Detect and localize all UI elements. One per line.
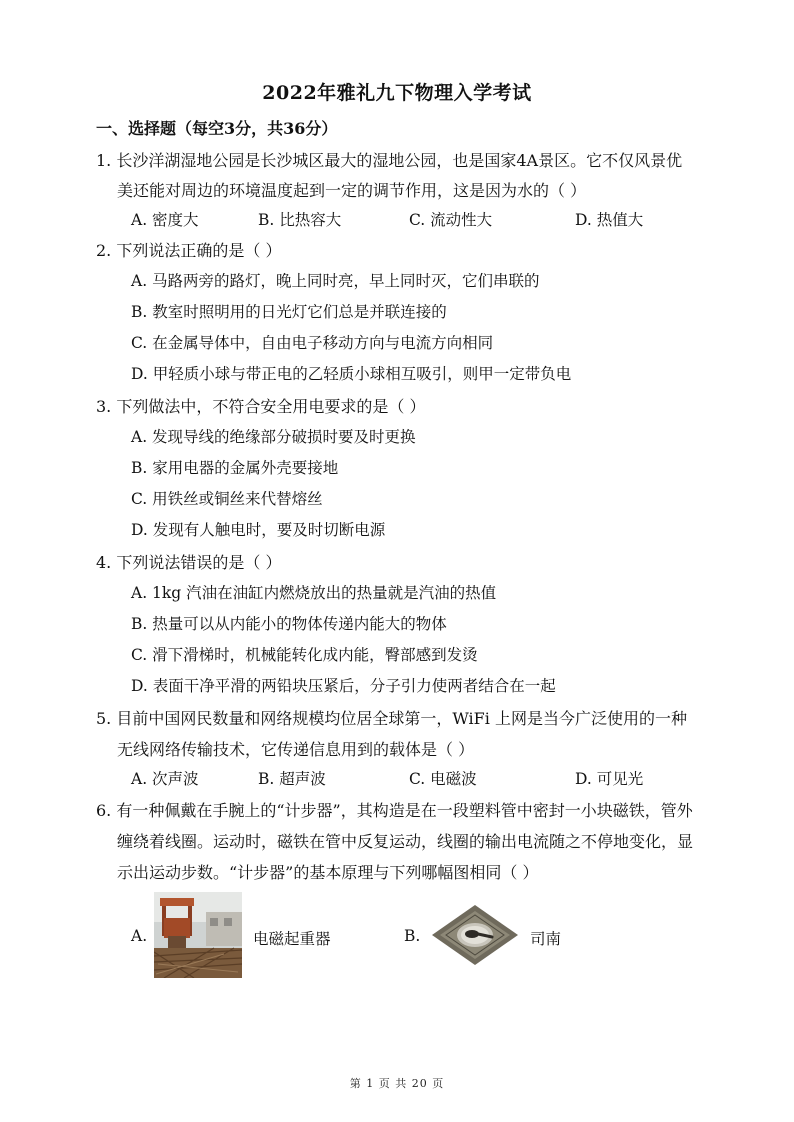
question-5-option-b: B. 超声波 (258, 770, 326, 788)
question-1-option-d: D. 热值大 (575, 211, 644, 229)
question-5-option-a: A. 次声波 (131, 770, 199, 788)
question-6-caption-b: 司南 (530, 930, 562, 948)
question-2-option-c: C. 在金属导体中，自由电子移动方向与电流方向相同 (131, 334, 494, 352)
question-1-line-2: 美还能对周边的环境温度起到一定的调节作用，这是因为水的（ ） (117, 181, 587, 200)
question-2-option-a: A. 马路两旁的路灯，晚上同时亮，早上同时灭，它们串联的 (131, 272, 540, 290)
question-2-stem: 2. 下列说法正确的是（ ） (96, 241, 282, 260)
question-1-option-c: C. 流动性大 (409, 211, 493, 229)
question-6-option-b: B. (404, 927, 421, 945)
question-3-option-a: A. 发现导线的绝缘部分破损时要及时更换 (131, 428, 416, 446)
question-5-option-c: C. 电磁波 (409, 770, 477, 788)
question-5-line-2: 无线网络传输技术，它传递信息用到的载体是（ ） (117, 740, 475, 759)
question-6-line-3: 示出运动步数。“计步器”的基本原理与下列哪幅图相同（ ） (117, 863, 539, 882)
question-3-option-d: D. 发现有人触电时，要及时切断电源 (131, 521, 386, 539)
question-6-line-2: 缠绕着线圈。运动时，磁铁在管中反复运动，线圈的输出电流随之不停地变化，显 (117, 832, 694, 851)
question-3-stem: 3. 下列做法中，不符合安全用电要求的是（ ） (96, 397, 426, 416)
question-6-line-1: 6. 有一种佩戴在手腕上的“计步器”，其构造是在一段塑料管中密封一小块磁铁，管外 (96, 801, 693, 820)
question-2-option-d: D. 甲轻质小球与带正电的乙轻质小球相互吸引，则甲一定带负电 (131, 365, 572, 383)
page-footer: 第 1 页 共 20 页 (349, 1077, 445, 1090)
question-6-caption-a: 电磁起重器 (253, 930, 331, 948)
question-4-stem: 4. 下列说法错误的是（ ） (96, 553, 282, 572)
question-3-option-b: B. 家用电器的金属外壳要接地 (131, 459, 339, 477)
question-3-option-c: C. 用铁丝或铜丝来代替熔丝 (131, 490, 323, 508)
question-4-option-a: A. 1kg 汽油在油缸内燃烧放出的热量就是汽油的热值 (131, 584, 497, 602)
section-heading: 一、选择题（每空3分，共36分） (96, 119, 338, 138)
question-4-option-c: C. 滑下滑梯时，机械能转化成内能，臀部感到发烫 (131, 646, 478, 664)
question-5-line-1: 5. 目前中国网民数量和网络规模均位居全球第一，WiFi 上网是当今广泛使用的一种 (96, 709, 687, 728)
question-1-option-b: B. 比热容大 (258, 211, 342, 229)
question-5-option-d: D. 可见光 (575, 770, 644, 788)
question-6-option-a: A. (131, 927, 148, 945)
question-4-option-d: D. 表面干净平滑的两铅块压紧后，分子引力使两者结合在一起 (131, 677, 556, 695)
question-4-option-b: B. 热量可以从内能小的物体传递内能大的物体 (131, 615, 447, 633)
sinan-compass-icon (428, 903, 522, 967)
question-1-line-1: 1. 长沙洋湖湿地公园是长沙城区最大的湿地公园，也是国家4A景区。它不仅风景优 (96, 151, 683, 170)
electromagnetic-crane-image (154, 892, 242, 978)
question-1-option-a: A. 密度大 (131, 211, 199, 229)
exam-title: 2022年雅礼九下物理入学考试 (262, 82, 532, 104)
question-2-option-b: B. 教室时照明用的日光灯它们总是并联连接的 (131, 303, 447, 321)
electromagnetic-crane-icon (154, 892, 242, 978)
sinan-compass-image (428, 903, 522, 967)
